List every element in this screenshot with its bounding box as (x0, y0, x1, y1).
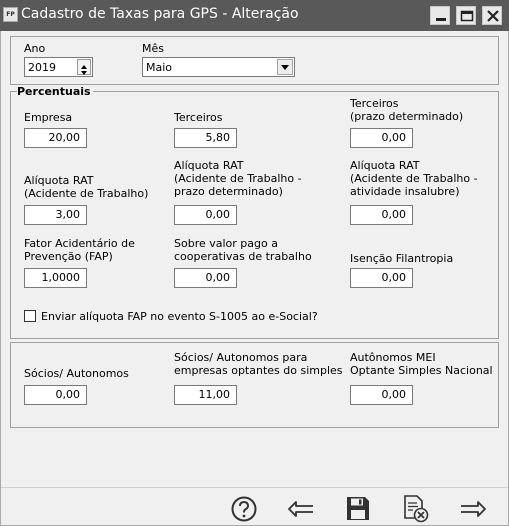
next-button[interactable] (458, 494, 488, 524)
maximize-button[interactable] (456, 6, 476, 25)
empresa-label: Empresa (24, 111, 73, 124)
document-cancel-icon (400, 494, 430, 524)
close-icon (483, 7, 503, 26)
empresa-input[interactable]: 20,00 (24, 128, 87, 148)
spin-up-icon[interactable] (78, 60, 90, 67)
rat-insalubre-label-line1: Alíquota RAT (350, 159, 420, 172)
mei-input[interactable]: 0,00 (350, 385, 413, 405)
enviar-fap-checkbox[interactable] (24, 310, 36, 322)
rat-insalubre-label-line2: (Acidente de Trabalho - (350, 172, 478, 185)
chevron-down-icon (278, 60, 292, 74)
percentuais-panel (10, 85, 499, 339)
terceiros-prazo-label-line1: Terceiros (350, 97, 399, 110)
mei-label-line2: Optante Simples Nacional (350, 364, 493, 377)
close-button[interactable] (482, 6, 502, 25)
socios-simples-label-line1: Sócios/ Autonomos para (174, 351, 308, 364)
rat-prazo-label-line2: (Acidente de Trabalho - (174, 172, 302, 185)
cooperativas-label-line2: cooperativas de trabalho (174, 250, 312, 263)
fap-label-line2: Prevenção (FAP) (24, 250, 113, 263)
socios-input[interactable]: 0,00 (24, 385, 87, 405)
spin-down-icon[interactable] (78, 67, 90, 74)
rat-label-line2: (Acidente de Trabalho) (24, 187, 149, 200)
mes-dropdown-button[interactable] (277, 59, 293, 75)
rat-insalubre-input[interactable]: 0,00 (350, 205, 413, 225)
mes-label: Mês (142, 42, 164, 55)
enviar-fap-label[interactable]: Enviar alíquota FAP no evento S-1005 ao e-Social? (41, 310, 318, 323)
ano-spinner[interactable] (24, 57, 93, 77)
minimize-button[interactable] (430, 6, 450, 25)
ano-value: 2019 (28, 61, 56, 74)
cooperativas-label-line1: Sobre valor pago a (174, 237, 278, 250)
floppy-disk-icon (343, 494, 373, 524)
terceiros-label: Terceiros (174, 111, 223, 124)
socios-panel (10, 342, 499, 428)
help-button[interactable] (229, 494, 259, 524)
rat-label-line1: Alíquota RAT (24, 174, 94, 187)
rat-prazo-label-line1: Alíquota RAT (174, 159, 244, 172)
period-panel (10, 36, 499, 85)
save-button[interactable] (343, 494, 373, 524)
terceiros-prazo-input[interactable]: 0,00 (350, 128, 413, 148)
rat-prazo-input[interactable]: 0,00 (174, 205, 237, 225)
rat-insalubre-label-line3: atividade insalubre) (350, 185, 460, 198)
question-circle-icon (229, 494, 259, 524)
isencao-input[interactable]: 0,00 (350, 268, 413, 288)
mes-select[interactable] (142, 57, 295, 77)
fap-input[interactable]: 1,0000 (24, 268, 87, 288)
socios-simples-input[interactable]: 11,00 (174, 385, 237, 405)
cancel-button[interactable] (400, 494, 430, 524)
minimize-icon (431, 7, 451, 26)
title-bar[interactable] (0, 0, 509, 31)
terceiros-prazo-label-line2: (prazo determinado) (350, 110, 464, 123)
form-body (0, 31, 509, 526)
cooperativas-input[interactable]: 0,00 (174, 268, 237, 288)
isencao-label: Isenção Filantropia (350, 252, 454, 265)
percentuais-legend: Percentuais (17, 85, 91, 98)
fap-label-line1: Fator Acidentário de (24, 237, 135, 250)
rat-prazo-label-line3: prazo determinado) (174, 185, 283, 198)
ano-label: Ano (24, 42, 46, 55)
back-button[interactable] (286, 494, 316, 524)
socios-simples-label-line2: empresas optantes do simples (174, 364, 343, 377)
app-logo-icon: FP (3, 7, 18, 22)
arrow-left-icon (286, 494, 316, 524)
terceiros-input[interactable]: 5,80 (174, 128, 237, 148)
arrow-right-icon (458, 494, 488, 524)
ano-spin-buttons[interactable] (77, 59, 91, 75)
mes-value: Maio (146, 61, 173, 74)
rat-input[interactable]: 3,00 (24, 205, 87, 225)
socios-label: Sócios/ Autonomos (24, 367, 129, 380)
mei-label-line1: Autônomos MEI (350, 351, 436, 364)
maximize-icon (457, 7, 477, 26)
window-title: Cadastro de Taxas para GPS - Alteração (21, 6, 299, 22)
action-toolbar (1, 487, 508, 525)
